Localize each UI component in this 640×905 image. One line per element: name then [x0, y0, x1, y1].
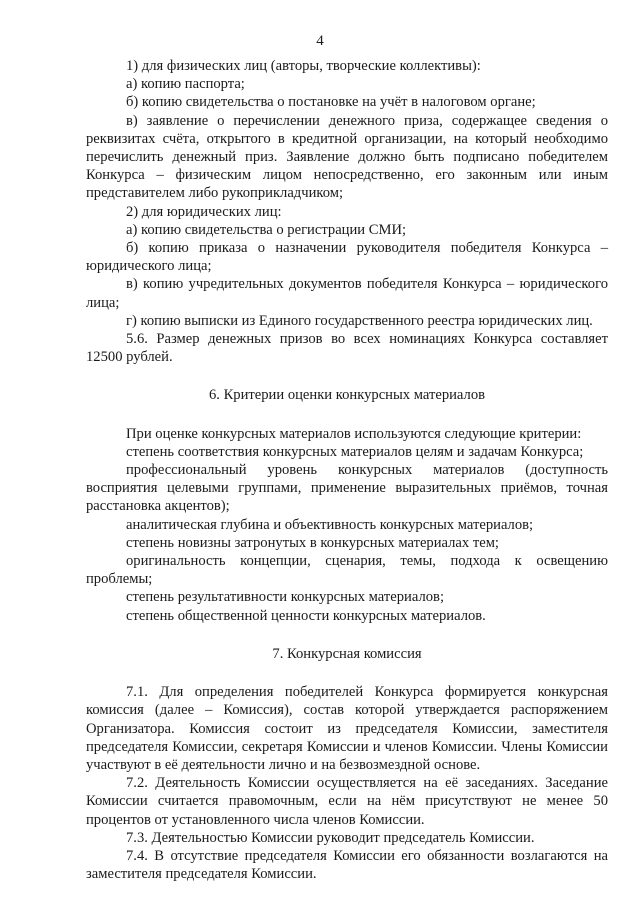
paragraph: г) копию выписки из Единого государственного реестра юридических лиц. — [126, 312, 593, 329]
paragraph: оригинальность концепции, сценария, темы, подхода к освещению проблемы; — [86, 553, 608, 588]
paragraph: б) копию приказа о назначении руководителя победителя Конкурса – юридического лица; — [86, 240, 608, 275]
paragraph: При оценке конкурсных материалов используются следующие критерии: — [126, 425, 582, 442]
paragraph: б) копию свидетельства о постановке на учёт в налоговом органе; — [126, 94, 536, 111]
paragraph: в) копию учредительных документов победителя Конкурса – юридического лица; — [86, 276, 608, 311]
paragraph: аналитическая глубина и объективность конкурсных материалов; — [126, 516, 534, 533]
paragraph: 7.1. Для определения победителей Конкурса формируется конкурсная комиссия (далее – Комиссия), состав которой утверждается распоряжением Организатора. Комиссия состоит из председателя Комиссии, заместителя председателя Комиссии, секретаря Комиссии и членов Комиссии. Члены Комиссии участвуют в её деятельности лично и на безвозмездной основе. — [86, 684, 608, 773]
paragraph: 5.6. Размер денежных призов во всех номинациях Конкурса составляет 12500 рублей. — [86, 331, 608, 366]
paragraph: 7.4. В отсутствие председателя Комиссии его обязанности возлагаются на заместителя председателя Комиссии. — [86, 847, 608, 883]
paragraph: 2) для юридических лиц: — [126, 203, 282, 220]
paragraph: 7.3. Деятельностью Комиссии руководит председатель Комиссии. — [126, 829, 535, 846]
paragraph: а) копию паспорта; — [126, 76, 245, 93]
section-heading: 7. Конкурсная комиссия — [272, 645, 422, 662]
section-heading: 6. Критерии оценки конкурсных материалов — [208, 387, 486, 404]
page-number: 4 — [316, 33, 324, 49]
paragraph: степень соответствия конкурсных материалов целям и задачам Конкурса; — [126, 443, 584, 460]
document-body — [86, 57, 608, 883]
paragraph: степень новизны затронутых в конкурсных материалах тем; — [126, 534, 499, 551]
paragraph: 7.2. Деятельность Комиссии осуществляется на её заседаниях. Заседание Комиссии считается правомочным, если на нём присутствуют не менее 50 процентов от установленного числа членов Комиссии. — [86, 775, 608, 828]
paragraph: в) заявление о перечислении денежного приза, содержащее сведения о реквизитах счёта, открытого в кредитной организации, на который необходимо перечислить денежный приз. Заявление должно быть подписано победителем Конкурса – физическим лицом непосредственно, его законным или иным представителем либо рукоприкладчиком; — [86, 112, 608, 202]
paragraph: а) копию свидетельства о регистрации СМИ; — [126, 221, 407, 238]
paragraph: профессиональный уровень конкурсных материалов (доступность восприятия целевыми группами, применение выразительных приёмов, точная расстановка акцентов); — [86, 462, 608, 515]
paragraph: степень общественной ценности конкурсных материалов. — [126, 607, 486, 624]
paragraph: 1) для физических лиц (авторы, творческие коллективы): — [126, 58, 481, 74]
paragraph: степень результативности конкурсных материалов; — [126, 589, 444, 606]
